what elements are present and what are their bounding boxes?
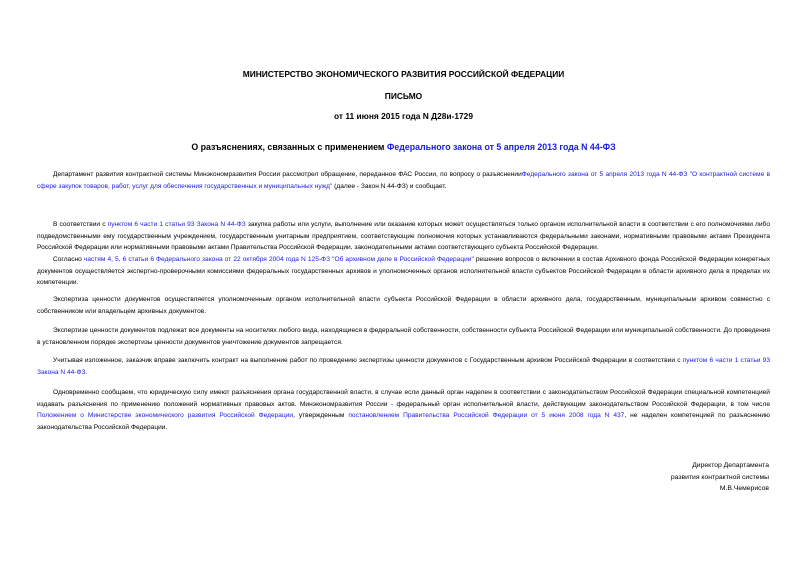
paragraph-4	[37, 294, 770, 317]
paragraph-text: В соответствии с	[53, 221, 108, 228]
signature-name: М.В.Чемерисов	[719, 485, 769, 492]
ministry-heading: МИНИСТЕРСТВО ЭКОНОМИЧЕСКОГО РАЗВИТИЯ РОССИЙСКОЙ ФЕДЕРАЦИИ	[242, 69, 565, 79]
paragraph-text: Согласно	[53, 256, 84, 263]
paragraph-text: , не наделен компетенцией по разъяснению законодательства Российской Федерации.	[37, 412, 771, 431]
subject-law-link[interactable]: Федерального закона от 5 апреля 2013 года N 44-ФЗ	[386, 142, 616, 152]
paragraph-6	[37, 355, 770, 378]
paragraph-text: Экспертизе ценности документов подлежат все документы на носителях любого вида, находящиеся в федеральной собственности, собственности субъекта Российской Федерации или муниципальной собственности. До проведения в установленном порядке экспертизы ценности документов уничтожение документов запрещается.	[37, 327, 770, 346]
signature-position: Директор Департамента	[692, 462, 769, 469]
government-decree-link[interactable]: постановлением Правительства Российской Федерации от 5 июня 2008 года N 437	[348, 412, 625, 420]
document-type: ПИСЬМО	[384, 91, 423, 101]
paragraph-5	[37, 325, 770, 348]
law-125fz-link[interactable]: частям 4, 5, 6 статьи 6 Федерального закона от 22 октября 2004 года N 125-ФЗ "Об архивном деле в Российской Федерации"	[83, 256, 474, 263]
paragraph-7	[37, 387, 770, 433]
signature-block	[671, 460, 769, 495]
paragraph-text: Учитывая изложенное, заказчик вправе заключить контракт на выполнение работ по проведению экспертизы ценности документов с Государственным архивом Российской Федерации в соответствии с	[53, 357, 683, 364]
paragraph-text: Одновременно сообщаем, что юридическую силу имеют разъяснения органа государственной власти, в случае если данный орган наделен в соответствии с законодательством Российской Федерации специальной компетенцией издавать разъяснения по применению положений нормативных правовых актов. Минэкономразвития России - федеральный орган исполнительной власти, действующим законодательством Российской Федерации, в том числе	[37, 389, 770, 408]
article-93-link[interactable]: пунктом 6 части 1 статьи 93 Закона N 44-ФЗ	[37, 357, 770, 376]
document-subject	[40, 142, 767, 152]
paragraph-text: закупка работы или услуги, выполнение или оказание которых может осуществляться только органом исполнительной власти в соответствии с его полномочиями либо подведомственными ему государственным учреждением, государственным унитарным предприятием, соответствующие полномочия которых устанавливаются федеральными законами, нормативными правовыми актами Президента Российской Федерации или нормативными правовыми актами Правительства Российской Федерации, законодательными актами соответствующего субъекта Российской Федерации.	[37, 221, 770, 252]
paragraph-2	[37, 219, 770, 254]
subject-text: О разъяснениях, связанных с применением	[191, 142, 387, 152]
paragraph-text: (далее - Закон N 44-ФЗ) и сообщает.	[332, 182, 447, 190]
paragraph-text: решение вопросов о включении в состав Архивного фонда Российской Федерации конкретных документов осуществляется экспертно-проверочными комиссиями федеральных государственных архивов и уполномоченных органов исполнительной власти субъектов Российской Федерации в области архивного дела в пределах их компетенции.	[37, 256, 770, 287]
article-93-link[interactable]: пунктом 6 части 1 статьи 93 Закона N 44-ФЗ	[107, 221, 246, 228]
signature-department: развития контрактной системы	[670, 473, 769, 481]
paragraph-1	[37, 169, 770, 192]
paragraph-3	[37, 254, 770, 289]
paragraph-text: , утвержденным	[293, 412, 349, 420]
document-date-number: от 11 июня 2015 года N Д28и-1729	[334, 111, 473, 121]
paragraph-text: Экспертиза ценности документов осуществляется уполномоченным органом исполнительной власти субъекта Российской Федерации в области архивного дела, государственным, муниципальным архивом совместно с собственником или владельцем архивных документов.	[37, 296, 770, 315]
paragraph-text: Департамент развития контрактной системы Минэкономразвития России рассмотрел обращение, переданное ФАС России, по вопросу о разъяснении	[53, 171, 522, 178]
law-44fz-link[interactable]: Федерального закона от 5 апреля 2013 года N 44-ФЗ "О контрактной системе в сфере закупок товаров, работ, услуг для обеспечения государственных и муниципальных нужд"	[37, 171, 770, 190]
ministry-regulation-link[interactable]: Положением о Министерстве экономического развития Российской Федерации	[37, 412, 294, 420]
paragraph-text: .	[85, 368, 88, 376]
